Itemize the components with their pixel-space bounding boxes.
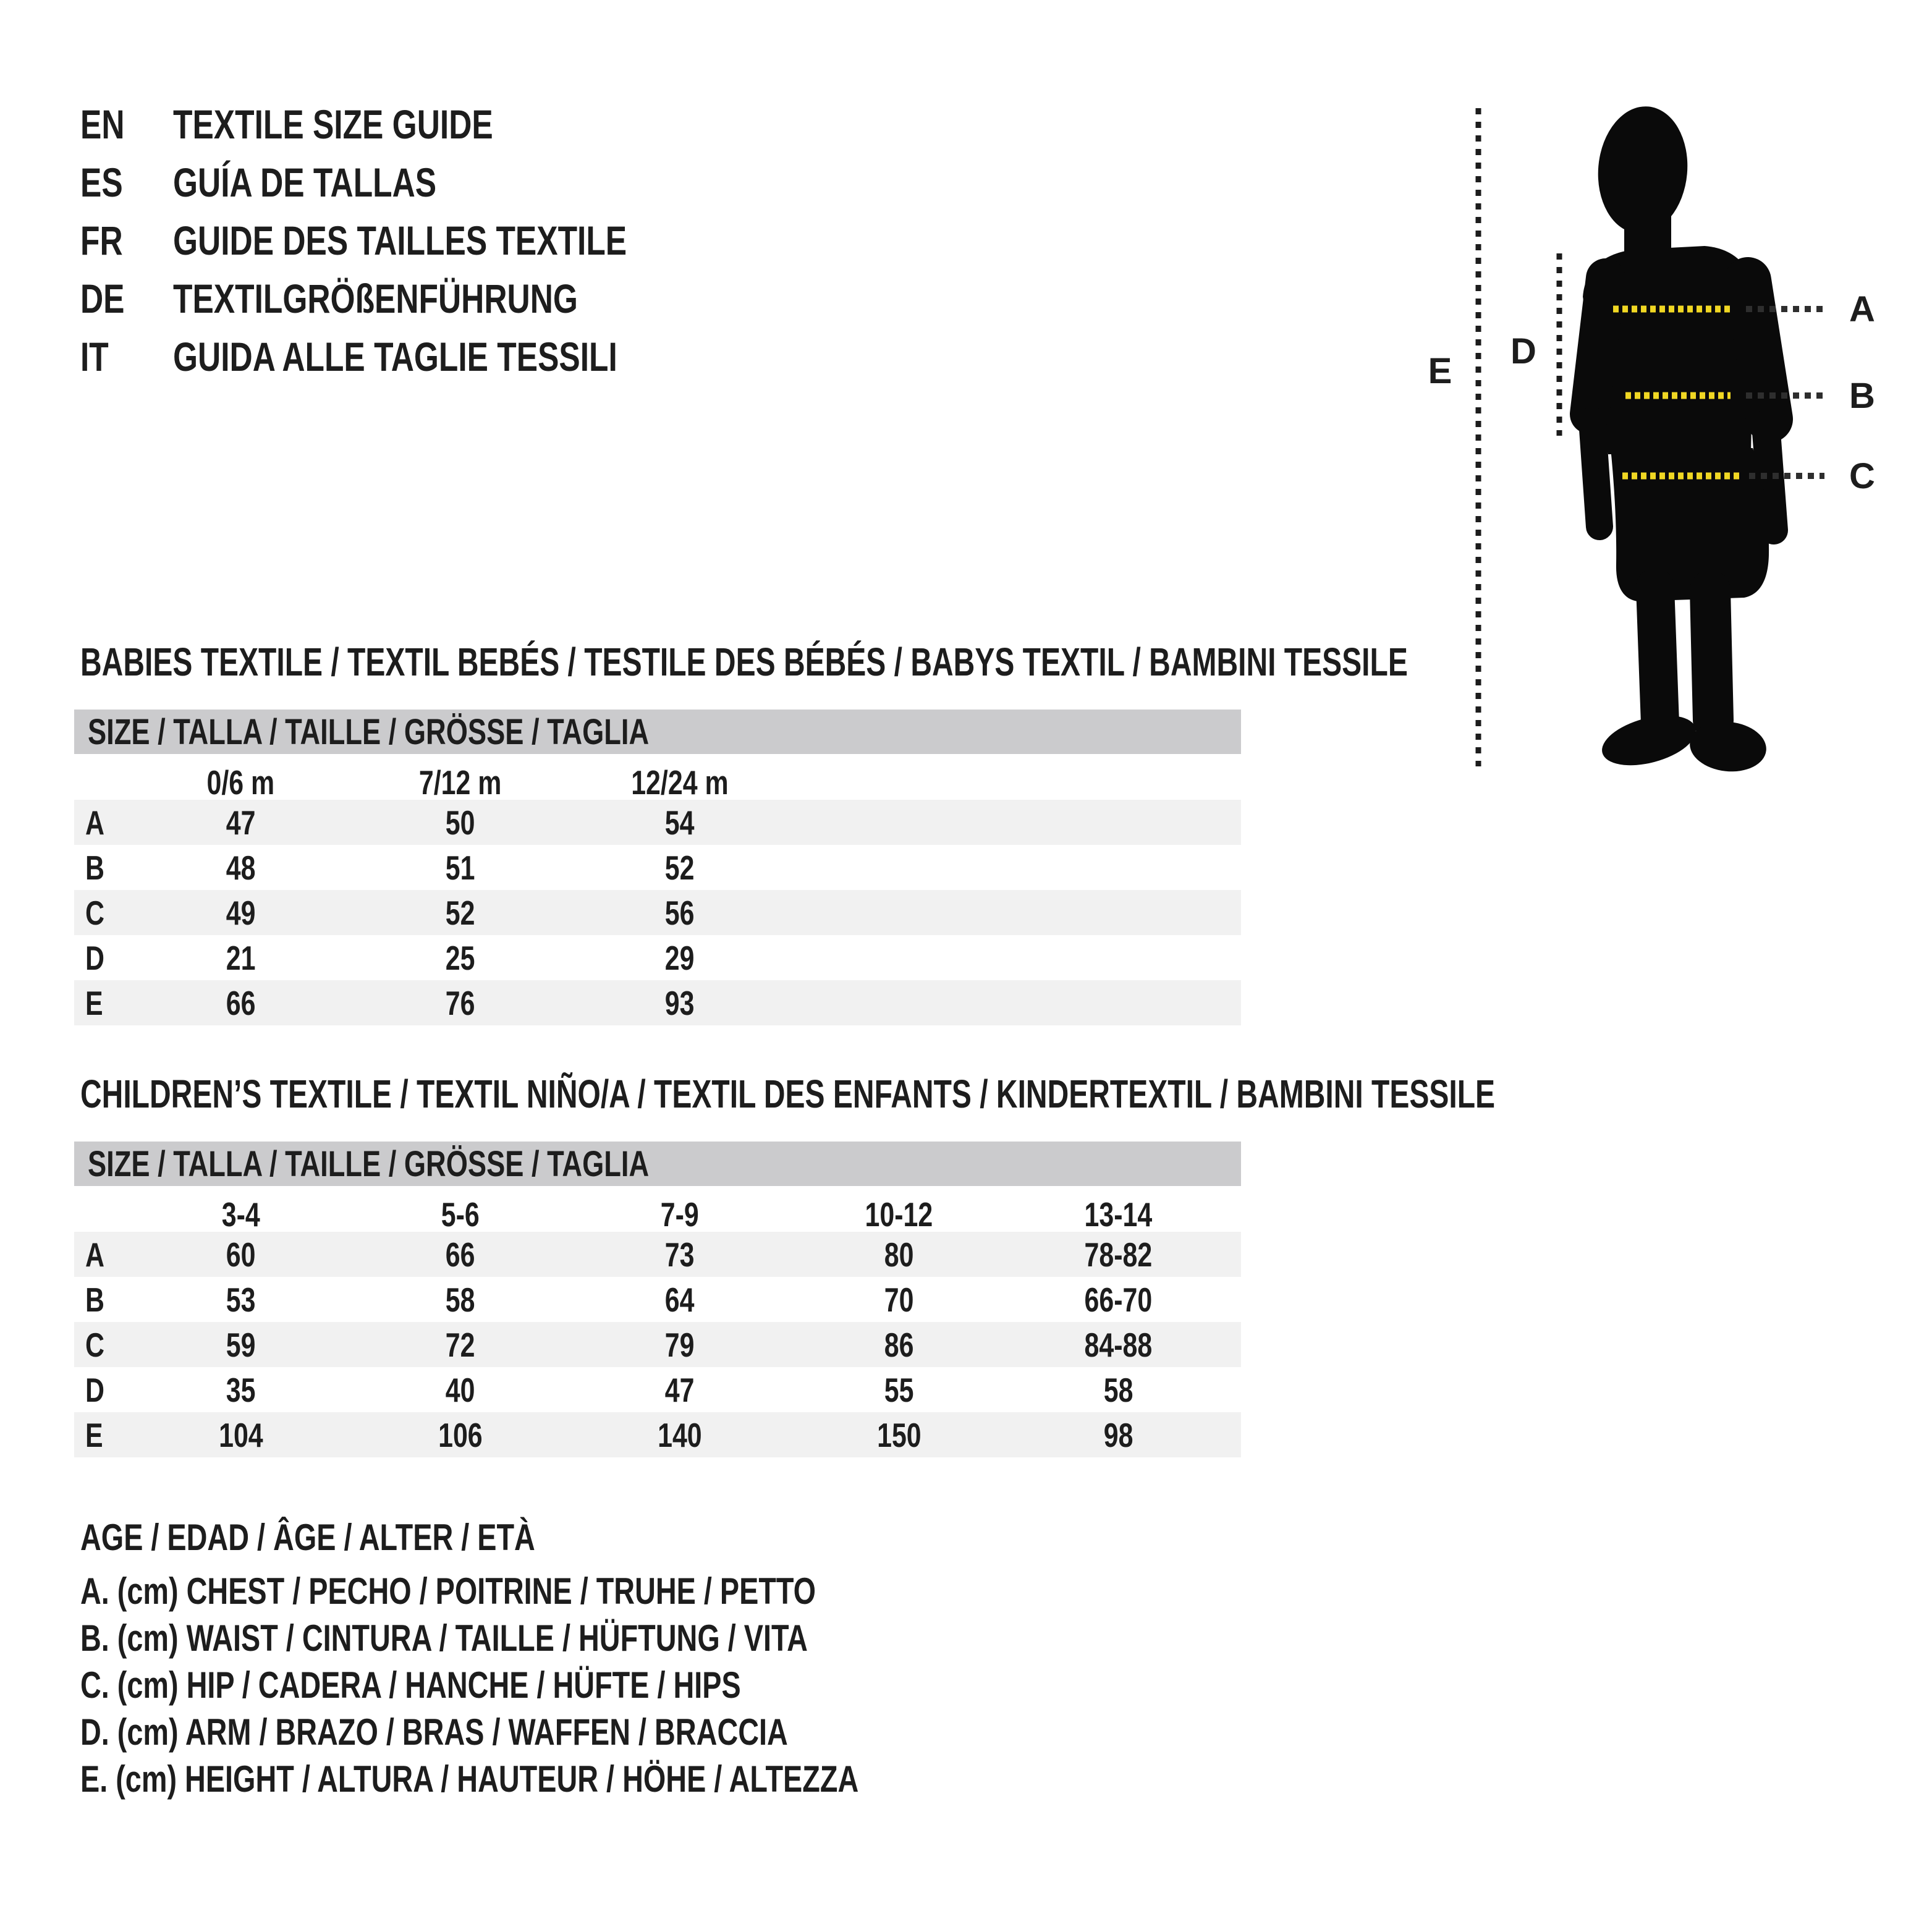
legend-waist: B. (cm) WAIST / CINTURA / TAILLE / HÜFTUNG / VITA (80, 1617, 808, 1659)
babies-col-0-6m: 0/6 m (206, 763, 275, 802)
children-col-13-14: 13-14 (1084, 1195, 1153, 1234)
children-col-7-9: 7-9 (660, 1195, 699, 1234)
children-col-10-12: 10-12 (865, 1195, 933, 1234)
children-size-table (74, 1142, 1241, 1457)
measurement-legend (80, 1514, 1078, 1802)
table-row: B 53 58 64 70 66-70 (85, 1280, 1153, 1319)
children-col-5-6: 5-6 (441, 1195, 480, 1234)
lang-code-fr: FR (80, 218, 123, 263)
lang-row-es (80, 153, 755, 211)
lang-row-it (80, 328, 755, 386)
babies-column-headers (74, 765, 1241, 800)
lang-code-en: EN (80, 101, 125, 147)
table-row: D 21 25 29 (85, 938, 695, 977)
lang-title-es: GUÍA DE TALLAS (173, 159, 437, 205)
table-row: A 47 50 54 (74, 800, 1241, 845)
lang-row-en (80, 95, 755, 153)
lang-code-es: ES (80, 159, 123, 205)
children-column-headers (74, 1197, 1241, 1232)
lang-title-en: TEXTILE SIZE GUIDE (173, 101, 493, 147)
label-height: E (1428, 351, 1452, 391)
lang-row-fr (80, 211, 755, 269)
legend-height: E. (cm) HEIGHT / ALTURA / HAUTEUR / HÖHE / ALTEZZA (80, 1758, 859, 1800)
table-row: E 104 106 140 150 98 (74, 1412, 1241, 1457)
language-header (80, 95, 755, 386)
legend-age: AGE / EDAD / ÂGE / ALTER / ETÀ (80, 1516, 535, 1558)
label-arm: D (1510, 331, 1536, 371)
table-row: C 49 52 56 (74, 890, 1241, 935)
label-waist: B (1849, 376, 1875, 416)
babies-section-title: BABIES TEXTILE / TEXTIL BEBÉS / TESTILE DES BÉBÉS / BABYS TEXTIL / BAMBINI TESSILE (80, 640, 1408, 684)
children-section-title: CHILDREN’S TEXTILE / TEXTIL NIÑO/A / TEXTIL DES ENFANTS / KINDERTEXTIL / BAMBINI TESSILE (80, 1072, 1496, 1116)
lang-code-it: IT (80, 334, 109, 379)
lang-title-de: TEXTILGRÖßENFÜHRUNG (173, 276, 578, 321)
lang-title-it: GUIDA ALLE TAGLIE TESSILI (173, 334, 617, 379)
babies-size-table (74, 710, 1241, 1025)
children-size-header-bar: SIZE / TALLA / TAILLE / GRÖSSE / TAGLIA (74, 1142, 1241, 1186)
table-row: B 48 51 52 (85, 848, 695, 887)
table-row: D 35 40 47 55 58 (85, 1370, 1133, 1409)
lang-row-de (80, 269, 755, 328)
label-hip: C (1849, 456, 1875, 496)
table-row: C 59 72 79 86 84-88 (74, 1322, 1241, 1367)
lang-code-de: DE (80, 276, 125, 321)
legend-hip: C. (cm) HIP / CADERA / HANCHE / HÜFTE / HIPS (80, 1664, 741, 1706)
babies-col-7-12m: 7/12 m (418, 763, 502, 802)
label-chest: A (1849, 289, 1875, 329)
babies-col-12-24m: 12/24 m (630, 763, 729, 802)
table-row: E 66 76 93 (74, 980, 1241, 1025)
lang-title-fr: GUIDE DES TAILLES TEXTILE (173, 218, 627, 263)
legend-arm: D. (cm) ARM / BRAZO / BRAS / WAFFEN / BRACCIA (80, 1711, 788, 1753)
table-row: A 60 66 73 80 78-82 (74, 1232, 1241, 1277)
babies-size-header-bar: SIZE / TALLA / TAILLE / GRÖSSE / TAGLIA (74, 710, 1241, 754)
children-col-3-4: 3-4 (221, 1195, 260, 1234)
legend-chest: A. (cm) CHEST / PECHO / POITRINE / TRUHE / PETTO (80, 1570, 816, 1612)
